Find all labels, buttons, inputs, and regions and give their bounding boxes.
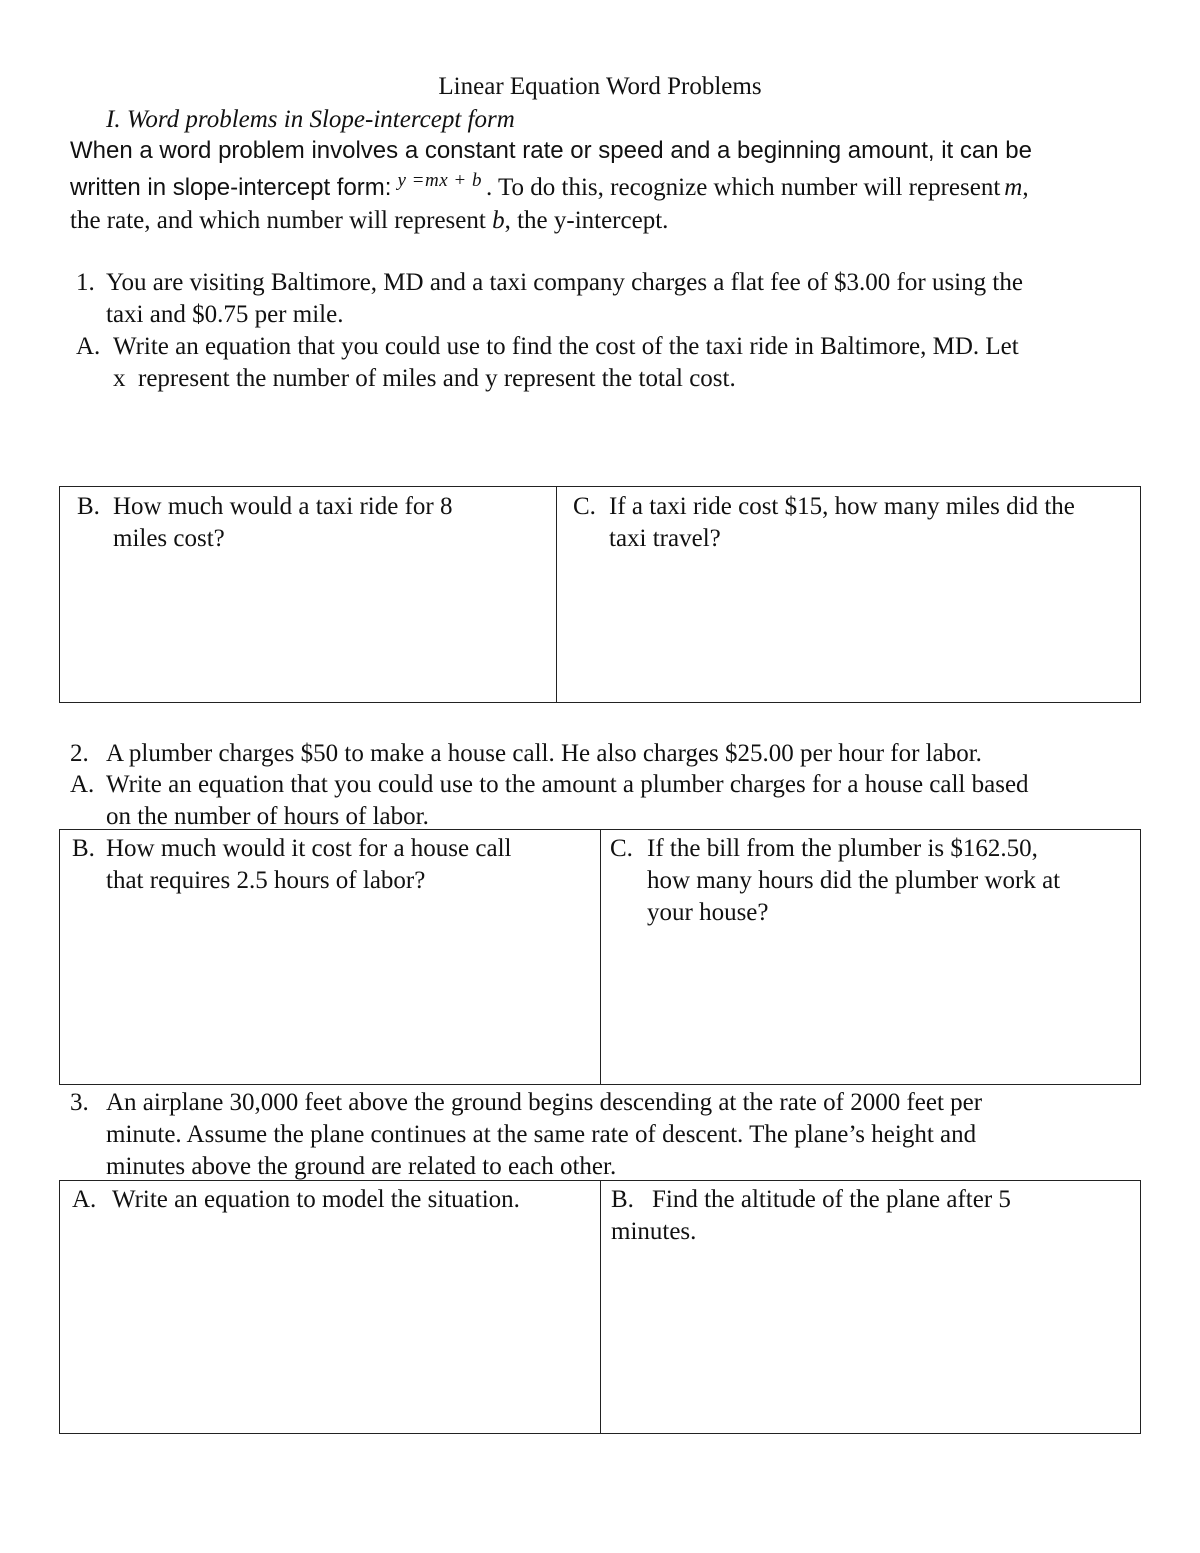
problem-3b-letter: B. bbox=[611, 1186, 634, 1213]
intro-line-3-b: , the y-intercept. bbox=[504, 207, 669, 234]
problem-2c-cell[interactable] bbox=[600, 830, 1140, 1084]
problem-3b-line-1: Find the altitude of the plane after 5 bbox=[652, 1186, 1011, 1213]
problem-2c-line-2: how many hours did the plumber work at bbox=[647, 867, 1061, 894]
intro-line-3-a: the rate, and which number will represent bbox=[70, 207, 486, 234]
problem-1a-letter: A. bbox=[76, 333, 101, 360]
problem-2-line-1: A plumber charges $50 to make a house call. He also charges $25.00 per hour for labor. bbox=[106, 740, 982, 767]
problem-2a-letter: A. bbox=[70, 771, 95, 798]
problem-2b-cell[interactable] bbox=[60, 830, 600, 1084]
problem-2a-line-1: Write an equation that you could use to the amount a plumber charges for a house call based bbox=[106, 771, 1029, 798]
intro-comma: , bbox=[1022, 174, 1029, 201]
problem-1a-line-2 bbox=[113, 363, 736, 395]
problem-1b-line-1: How much would a taxi ride for 8 bbox=[113, 493, 453, 520]
problem-3-line-3: minutes above the ground are related to each other. bbox=[106, 1153, 617, 1180]
problem-3-line-2: minute. Assume the plane continues at the same rate of descent. The plane’s height and bbox=[106, 1121, 977, 1148]
intro-line-3 bbox=[70, 205, 668, 237]
intro-var-m: m bbox=[1004, 174, 1023, 201]
problem-1c-line-1: If a taxi ride cost $15, how many miles did the bbox=[609, 493, 1075, 520]
page-title: Linear Equation Word Problems bbox=[438, 73, 762, 100]
problem-1a-line-1: Write an equation that you could use to find the cost of the taxi ride in Baltimore, MD. Let bbox=[113, 333, 1019, 360]
problem-3b-cell[interactable] bbox=[600, 1181, 1140, 1433]
problem-2b-letter: B. bbox=[72, 835, 95, 862]
problem-3-line-1: An airplane 30,000 feet above the ground begins descending at the rate of 2000 feet per bbox=[106, 1089, 983, 1116]
problem-2c-line-3: your house? bbox=[647, 899, 769, 926]
problem-1-number: 1. bbox=[76, 269, 95, 296]
problem-1a-var-x: x bbox=[113, 365, 126, 392]
problem-3b-line-2: minutes. bbox=[611, 1218, 697, 1245]
problem-1a-line-2-text: represent the number of miles and y represent the total cost. bbox=[138, 365, 736, 392]
problem-2-answer-box bbox=[59, 829, 1141, 1085]
problem-2-number: 2. bbox=[70, 740, 89, 767]
problem-1b-cell[interactable] bbox=[60, 487, 556, 702]
problem-2b-line-1: How much would it cost for a house call bbox=[106, 835, 512, 862]
intro-line-2-start: written in slope-intercept form: bbox=[70, 174, 392, 201]
intro-line-2-end: . To do this, recognize which number will represent bbox=[485, 174, 1001, 201]
problem-1-line-1: You are visiting Baltimore, MD and a taxi company charges a flat fee of $3.00 for using the bbox=[106, 269, 1023, 296]
problem-1-line-2: taxi and $0.75 per mile. bbox=[106, 301, 344, 328]
problem-1b-letter: B. bbox=[77, 493, 100, 520]
problem-3a-line-1: Write an equation to model the situation. bbox=[112, 1186, 520, 1213]
problem-2c-letter: C. bbox=[610, 835, 633, 862]
problem-3-number: 3. bbox=[70, 1089, 89, 1116]
problem-3a-cell[interactable] bbox=[60, 1181, 600, 1433]
problem-2c-line-1: If the bill from the plumber is $162.50, bbox=[647, 835, 1038, 862]
section-heading: I. Word problems in Slope-intercept form bbox=[106, 106, 515, 133]
problem-1c-cell[interactable] bbox=[556, 487, 1140, 702]
problem-3a-letter: A. bbox=[72, 1186, 97, 1213]
intro-line-2 bbox=[70, 172, 1029, 204]
problem-1b-line-2: miles cost? bbox=[113, 525, 225, 552]
problem-3-answer-box bbox=[59, 1180, 1141, 1434]
intro-line-1: When a word problem involves a constant rate or speed and a beginning amount, it can be bbox=[70, 137, 1032, 164]
problem-1-answer-box bbox=[59, 486, 1141, 703]
problem-1c-letter: C. bbox=[573, 493, 596, 520]
intro-var-b: b bbox=[492, 207, 505, 234]
problem-2a-line-2: on the number of hours of labor. bbox=[106, 803, 429, 830]
problem-1c-line-2: taxi travel? bbox=[609, 525, 721, 552]
slope-intercept-equation: y =mx + b bbox=[397, 170, 482, 191]
problem-2b-line-2: that requires 2.5 hours of labor? bbox=[106, 867, 426, 894]
